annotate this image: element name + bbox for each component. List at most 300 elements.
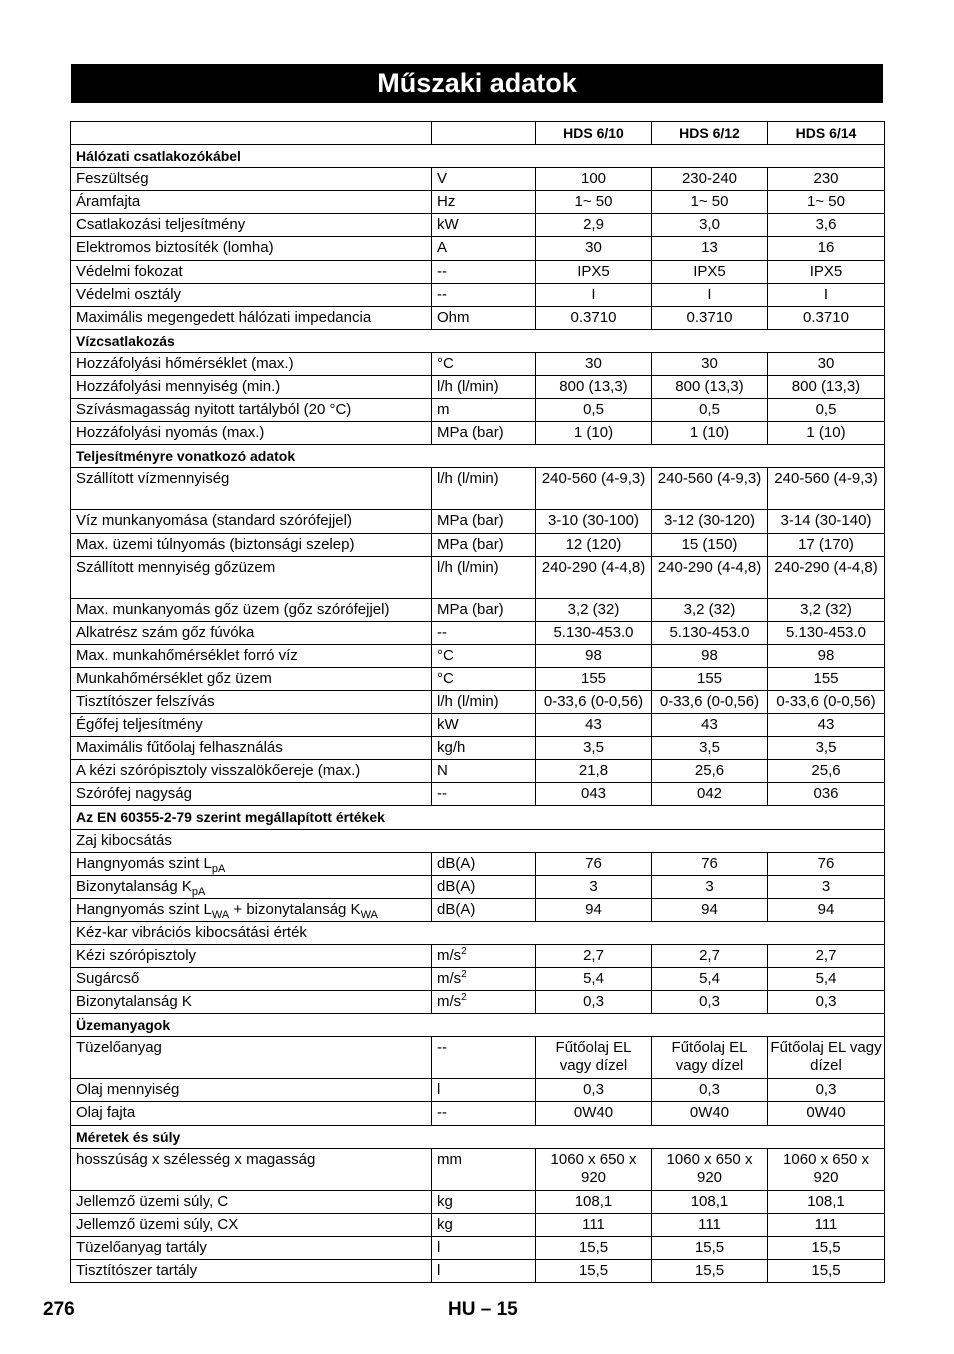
value-cell: 30 bbox=[536, 352, 652, 375]
value-cell: 155 bbox=[768, 667, 885, 690]
value-cell: 3,5 bbox=[768, 737, 885, 760]
row-label-text: Olaj fajta bbox=[76, 1104, 136, 1122]
row-unit-text: kg bbox=[437, 1215, 453, 1233]
value-cell: 3 bbox=[768, 875, 885, 898]
value-cell: 3,2 (32) bbox=[652, 598, 768, 621]
row-unit-text: kg bbox=[437, 1192, 453, 1210]
table-row bbox=[71, 898, 885, 921]
value-cell: I bbox=[768, 283, 885, 306]
value-cell: 1060 x 650 x 920 bbox=[652, 1148, 768, 1190]
section-row bbox=[71, 1014, 885, 1037]
value-cell: 1 (10) bbox=[768, 422, 885, 445]
row-label-text: hosszúság x szélesség x magasság bbox=[76, 1150, 316, 1168]
value-cell: 25,6 bbox=[652, 760, 768, 783]
value-cell: 5,4 bbox=[652, 968, 768, 991]
section-title: Vízcsatlakozás bbox=[71, 329, 885, 352]
table-row bbox=[71, 1213, 885, 1236]
value-cell: 111 bbox=[768, 1213, 885, 1236]
table-row bbox=[71, 306, 885, 329]
row-label-text: Áramfajta bbox=[76, 193, 141, 211]
row-unit-superscript: 2 bbox=[461, 992, 467, 1004]
table-row bbox=[71, 260, 885, 283]
row-unit bbox=[432, 533, 536, 556]
row-label bbox=[71, 1236, 432, 1259]
table-row bbox=[71, 1148, 885, 1190]
row-label bbox=[71, 399, 432, 422]
row-label bbox=[71, 260, 432, 283]
row-unit bbox=[432, 1213, 536, 1236]
row-unit-text: l/h (l/min) bbox=[437, 558, 499, 576]
row-unit-text: V bbox=[437, 170, 448, 188]
section-row bbox=[71, 145, 885, 168]
row-unit bbox=[432, 737, 536, 760]
value-cell: 15 (150) bbox=[652, 533, 768, 556]
row-label bbox=[71, 168, 432, 191]
row-unit-text: -- bbox=[437, 785, 447, 803]
row-unit-text: l bbox=[437, 1081, 441, 1099]
value-cell: 800 (13,3) bbox=[652, 376, 768, 399]
row-unit-text: kW bbox=[437, 216, 459, 234]
row-unit bbox=[432, 260, 536, 283]
row-label-text: Olaj mennyiség bbox=[76, 1081, 180, 1099]
table-row bbox=[71, 1037, 885, 1079]
page-title: Műszaki adatok bbox=[71, 64, 883, 103]
row-unit-text: dB(A) bbox=[437, 877, 476, 895]
row-unit bbox=[432, 168, 536, 191]
specs-body bbox=[71, 145, 885, 1283]
row-unit-text: m bbox=[437, 401, 450, 419]
value-cell: 3-14 (30-140) bbox=[768, 510, 885, 533]
value-cell: 240-560 (4-9,3) bbox=[536, 468, 652, 510]
row-unit-text: kW bbox=[437, 716, 459, 734]
row-unit-text: l/h (l/min) bbox=[437, 378, 499, 396]
table-row bbox=[71, 852, 885, 875]
row-unit bbox=[432, 214, 536, 237]
row-unit-text: dB(A) bbox=[437, 854, 476, 872]
table-row bbox=[71, 399, 885, 422]
row-label-subscript: pA bbox=[191, 885, 206, 898]
row-label-subscript: WA bbox=[211, 908, 230, 921]
table-row bbox=[71, 214, 885, 237]
row-label-text: Kézi szórópisztoly bbox=[76, 947, 197, 964]
row-unit-text: m/s bbox=[437, 947, 462, 964]
value-cell: 800 (13,3) bbox=[768, 376, 885, 399]
value-cell: 043 bbox=[536, 783, 652, 806]
row-unit bbox=[432, 945, 536, 968]
row-label-text: Max. munkahőmérséklet forró víz bbox=[76, 646, 298, 664]
row-unit-text: -- bbox=[437, 1039, 447, 1057]
value-cell: 0,5 bbox=[768, 399, 885, 422]
value-cell: 3,0 bbox=[652, 214, 768, 237]
row-label bbox=[71, 468, 432, 510]
value-cell: 042 bbox=[652, 783, 768, 806]
value-cell: 98 bbox=[652, 644, 768, 667]
row-label-text: Elektromos biztosíték (lomha) bbox=[76, 239, 274, 257]
value-cell: 0W40 bbox=[536, 1102, 652, 1125]
section-row bbox=[71, 329, 885, 352]
row-label bbox=[71, 621, 432, 644]
value-cell: 76 bbox=[768, 852, 885, 875]
row-label bbox=[71, 1213, 432, 1236]
row-unit-text: -- bbox=[437, 1104, 447, 1122]
section-title: Az EN 60355-2-79 szerint megállapított értékek bbox=[71, 806, 885, 829]
value-cell: 108,1 bbox=[652, 1190, 768, 1213]
row-unit-text: l/h (l/min) bbox=[437, 692, 499, 710]
table-row bbox=[71, 783, 885, 806]
value-cell: 0,3 bbox=[768, 1079, 885, 1102]
row-unit bbox=[432, 1079, 536, 1102]
table-row bbox=[71, 598, 885, 621]
value-cell: 0W40 bbox=[652, 1102, 768, 1125]
value-cell: 5,4 bbox=[768, 968, 885, 991]
subsection-title: Zaj kibocsátás bbox=[71, 829, 885, 852]
row-label-text: Jellemző üzemi súly, C bbox=[76, 1192, 229, 1210]
table-row bbox=[71, 644, 885, 667]
row-label-text: Tisztítószer tartály bbox=[76, 1261, 198, 1279]
table-row bbox=[71, 168, 885, 191]
section-title: Méretek és súly bbox=[71, 1125, 885, 1148]
row-unit bbox=[432, 191, 536, 214]
value-cell: IPX5 bbox=[652, 260, 768, 283]
value-cell: 1 (10) bbox=[536, 422, 652, 445]
row-unit-text: °C bbox=[437, 354, 454, 372]
row-unit bbox=[432, 968, 536, 991]
value-cell: 0-33,6 (0-0,56) bbox=[652, 690, 768, 713]
row-unit bbox=[432, 667, 536, 690]
table-row bbox=[71, 1102, 885, 1125]
value-cell: 15,5 bbox=[768, 1236, 885, 1259]
row-unit bbox=[432, 376, 536, 399]
row-unit bbox=[432, 399, 536, 422]
row-label bbox=[71, 968, 432, 991]
value-cell: 17 (170) bbox=[768, 533, 885, 556]
row-label bbox=[71, 1148, 432, 1190]
value-cell: I bbox=[536, 283, 652, 306]
row-label-text: Tisztítószer felszívás bbox=[76, 692, 215, 710]
row-label bbox=[71, 714, 432, 737]
row-label-text: Tüzelőanyag tartály bbox=[76, 1238, 207, 1256]
value-cell: 108,1 bbox=[768, 1190, 885, 1213]
row-unit bbox=[432, 468, 536, 510]
row-unit bbox=[432, 237, 536, 260]
row-label bbox=[71, 667, 432, 690]
value-cell: 0,5 bbox=[536, 399, 652, 422]
row-label bbox=[71, 352, 432, 375]
value-cell: 155 bbox=[536, 667, 652, 690]
table-row bbox=[71, 191, 885, 214]
table-row bbox=[71, 556, 885, 598]
value-cell: 240-290 (4-4,8) bbox=[768, 556, 885, 598]
table-row bbox=[71, 875, 885, 898]
value-cell: 76 bbox=[536, 852, 652, 875]
subsection-row bbox=[71, 829, 885, 852]
row-unit-text: N bbox=[437, 762, 448, 780]
value-cell: 1060 x 650 x 920 bbox=[768, 1148, 885, 1190]
row-unit-text: MPa (bar) bbox=[437, 535, 504, 553]
row-unit-text: m/s bbox=[437, 970, 462, 988]
row-unit bbox=[432, 644, 536, 667]
value-cell: 25,6 bbox=[768, 760, 885, 783]
row-label bbox=[71, 690, 432, 713]
row-unit bbox=[432, 875, 536, 898]
row-unit bbox=[432, 1148, 536, 1190]
value-cell: 3,5 bbox=[652, 737, 768, 760]
value-cell: 0,3 bbox=[536, 991, 652, 1014]
value-cell: 230 bbox=[768, 168, 885, 191]
value-cell: 94 bbox=[536, 898, 652, 921]
row-label bbox=[71, 898, 432, 921]
section-title: Üzemanyagok bbox=[71, 1014, 885, 1037]
value-cell: 30 bbox=[536, 237, 652, 260]
value-cell: 2,9 bbox=[536, 214, 652, 237]
value-cell: 3,2 (32) bbox=[536, 598, 652, 621]
value-cell: 76 bbox=[652, 852, 768, 875]
row-unit-text: Hz bbox=[437, 193, 456, 211]
value-cell: 240-290 (4-4,8) bbox=[536, 556, 652, 598]
row-unit bbox=[432, 352, 536, 375]
page-code: HU – 15 bbox=[448, 1299, 518, 1320]
value-cell: 94 bbox=[652, 898, 768, 921]
table-row bbox=[71, 760, 885, 783]
row-unit bbox=[432, 690, 536, 713]
row-unit-text: dB(A) bbox=[437, 900, 476, 918]
row-label bbox=[71, 191, 432, 214]
section-title: Hálózati csatlakozókábel bbox=[71, 145, 885, 168]
row-unit bbox=[432, 283, 536, 306]
row-unit bbox=[432, 422, 536, 445]
row-label-text: Bizonytalanság K bbox=[76, 993, 192, 1011]
subsection-row bbox=[71, 921, 885, 944]
value-cell: 43 bbox=[652, 714, 768, 737]
row-label-text: Maximális fűtőolaj felhasználás bbox=[76, 739, 283, 757]
row-unit bbox=[432, 306, 536, 329]
row-label-text: Tüzelőanyag bbox=[76, 1039, 162, 1057]
value-cell: 155 bbox=[652, 667, 768, 690]
value-cell: 0,3 bbox=[652, 991, 768, 1014]
value-cell: 3-12 (30-120) bbox=[652, 510, 768, 533]
value-cell: 111 bbox=[536, 1213, 652, 1236]
row-label bbox=[71, 306, 432, 329]
row-unit-text: °C bbox=[437, 646, 454, 664]
value-cell: 0,3 bbox=[652, 1079, 768, 1102]
row-label-text: Munkahőmérséklet gőz üzem bbox=[76, 669, 272, 687]
value-cell: 100 bbox=[536, 168, 652, 191]
value-cell: 2,7 bbox=[536, 945, 652, 968]
row-label-subscript: WA bbox=[360, 908, 378, 921]
value-cell: 108,1 bbox=[536, 1190, 652, 1213]
row-unit-text: l bbox=[437, 1238, 441, 1256]
value-cell: 3,5 bbox=[536, 737, 652, 760]
value-cell: 800 (13,3) bbox=[536, 376, 652, 399]
row-unit-superscript: 2 bbox=[461, 969, 467, 981]
table-row bbox=[71, 621, 885, 644]
row-label-text: Szívásmagasság nyitott tartályból (20 °C) bbox=[76, 401, 352, 419]
value-cell: 1~ 50 bbox=[536, 191, 652, 214]
value-cell: 0,3 bbox=[768, 991, 885, 1014]
row-label-text: Hangnyomás szint L bbox=[76, 854, 212, 872]
value-cell: 1~ 50 bbox=[768, 191, 885, 214]
table-row bbox=[71, 352, 885, 375]
specs-table bbox=[70, 121, 885, 1283]
value-cell: 0.3710 bbox=[652, 306, 768, 329]
value-cell: 0W40 bbox=[768, 1102, 885, 1125]
row-label bbox=[71, 783, 432, 806]
table-row bbox=[71, 945, 885, 968]
value-cell: 43 bbox=[768, 714, 885, 737]
row-unit-text: MPa (bar) bbox=[437, 424, 504, 442]
value-cell: 30 bbox=[768, 352, 885, 375]
row-label bbox=[71, 283, 432, 306]
row-label-text: Feszültség bbox=[76, 170, 149, 188]
column-header: HDS 6/14 bbox=[768, 122, 885, 145]
row-label bbox=[71, 598, 432, 621]
value-cell: 43 bbox=[536, 714, 652, 737]
value-cell: IPX5 bbox=[536, 260, 652, 283]
value-cell: Fűtőolaj EL vagy dízel bbox=[536, 1037, 652, 1079]
value-cell: 3 bbox=[652, 875, 768, 898]
value-cell: 15,5 bbox=[652, 1236, 768, 1259]
row-label-text: Csatlakozási teljesítmény bbox=[76, 216, 246, 234]
row-label bbox=[71, 644, 432, 667]
value-cell: 0-33,6 (0-0,56) bbox=[768, 690, 885, 713]
section-row bbox=[71, 1125, 885, 1148]
value-cell: 240-560 (4-9,3) bbox=[652, 468, 768, 510]
row-label-text: Szórófej nagyság bbox=[76, 785, 192, 803]
row-unit bbox=[432, 852, 536, 875]
value-cell: Fűtőolaj EL vagy dízel bbox=[652, 1037, 768, 1079]
value-cell: 2,7 bbox=[652, 945, 768, 968]
row-unit-superscript: 2 bbox=[461, 946, 467, 957]
row-unit-text: A bbox=[437, 239, 448, 257]
table-row bbox=[71, 1259, 885, 1282]
value-cell: 240-290 (4-4,8) bbox=[652, 556, 768, 598]
row-label-text: Hozzáfolyási mennyiség (min.) bbox=[76, 378, 281, 396]
row-label-text: Maximális megengedett hálózati impedancia bbox=[76, 308, 372, 326]
row-unit-text: Ohm bbox=[437, 308, 470, 326]
value-cell: 30 bbox=[652, 352, 768, 375]
header-empty-unit bbox=[432, 122, 536, 145]
value-cell: 98 bbox=[768, 644, 885, 667]
table-row bbox=[71, 1190, 885, 1213]
row-label-text: A kézi szórópisztoly visszalökőereje (max.) bbox=[76, 762, 361, 780]
section-row bbox=[71, 445, 885, 468]
row-label bbox=[71, 556, 432, 598]
row-unit bbox=[432, 991, 536, 1014]
row-unit bbox=[432, 1037, 536, 1079]
row-label-text: Víz munkanyomása (standard szórófejjel) bbox=[76, 512, 352, 530]
row-label bbox=[71, 237, 432, 260]
value-cell: 21,8 bbox=[536, 760, 652, 783]
row-unit-text: °C bbox=[437, 669, 454, 687]
table-row bbox=[71, 468, 885, 510]
row-unit-text: m/s bbox=[437, 993, 462, 1011]
row-unit bbox=[432, 621, 536, 644]
row-label-text: Védelmi osztály bbox=[76, 285, 182, 303]
table-row bbox=[71, 533, 885, 556]
table-row bbox=[71, 422, 885, 445]
row-label-text: Max. üzemi túlnyomás (biztonsági szelep) bbox=[76, 535, 355, 553]
value-cell: 16 bbox=[768, 237, 885, 260]
row-label-text: Alkatrész szám gőz fúvóka bbox=[76, 623, 255, 641]
table-row bbox=[71, 991, 885, 1014]
value-cell: 98 bbox=[536, 644, 652, 667]
row-label bbox=[71, 760, 432, 783]
value-cell: 12 (120) bbox=[536, 533, 652, 556]
row-label-subscript: pA bbox=[211, 862, 226, 875]
value-cell: 94 bbox=[768, 898, 885, 921]
value-cell: 2,7 bbox=[768, 945, 885, 968]
value-cell: 15,5 bbox=[536, 1259, 652, 1282]
row-label bbox=[71, 214, 432, 237]
row-unit-text: -- bbox=[437, 262, 447, 280]
table-header-row bbox=[71, 122, 885, 145]
row-unit-text: mm bbox=[437, 1150, 462, 1168]
row-label bbox=[71, 945, 432, 968]
table-row bbox=[71, 376, 885, 399]
row-label bbox=[71, 1037, 432, 1079]
row-label-text: Hozzáfolyási nyomás (max.) bbox=[76, 424, 265, 442]
row-label-text: Védelmi fokozat bbox=[76, 262, 183, 280]
row-unit-text: -- bbox=[437, 285, 447, 303]
table-row bbox=[71, 283, 885, 306]
row-label bbox=[71, 875, 432, 898]
value-cell: 0-33,6 (0-0,56) bbox=[536, 690, 652, 713]
value-cell: IPX5 bbox=[768, 260, 885, 283]
row-label bbox=[71, 533, 432, 556]
value-cell: 3,2 (32) bbox=[768, 598, 885, 621]
section-row bbox=[71, 806, 885, 829]
row-unit bbox=[432, 898, 536, 921]
row-label bbox=[71, 376, 432, 399]
subsection-title: Kéz-kar vibrációs kibocsátási érték bbox=[71, 921, 885, 944]
row-label-text: Hozzáfolyási hőmérséklet (max.) bbox=[76, 354, 294, 372]
value-cell: 5,4 bbox=[536, 968, 652, 991]
row-unit-text: l/h (l/min) bbox=[437, 470, 499, 488]
column-header: HDS 6/10 bbox=[536, 122, 652, 145]
value-cell: 240-560 (4-9,3) bbox=[768, 468, 885, 510]
table-row bbox=[71, 510, 885, 533]
row-label-text: Jellemző üzemi súly, CX bbox=[76, 1215, 239, 1233]
value-cell: 111 bbox=[652, 1213, 768, 1236]
row-label bbox=[71, 510, 432, 533]
value-cell: 15,5 bbox=[768, 1259, 885, 1282]
row-unit bbox=[432, 1190, 536, 1213]
row-label-text: Szállított vízmennyiség bbox=[76, 470, 230, 488]
header-empty-label bbox=[71, 122, 432, 145]
row-label-text: Égőfej teljesítmény bbox=[76, 716, 203, 734]
value-cell: 5.130-453.0 bbox=[536, 621, 652, 644]
row-label bbox=[71, 422, 432, 445]
value-cell: 3-10 (30-100) bbox=[536, 510, 652, 533]
value-cell: I bbox=[652, 283, 768, 306]
value-cell: 15,5 bbox=[536, 1236, 652, 1259]
value-cell: 036 bbox=[768, 783, 885, 806]
row-label bbox=[71, 991, 432, 1014]
value-cell: 230-240 bbox=[652, 168, 768, 191]
row-label-text: + bizonytalanság K bbox=[229, 900, 361, 918]
row-label bbox=[71, 852, 432, 875]
row-label-text: Max. munkanyomás gőz üzem (gőz szórófejjel) bbox=[76, 600, 390, 618]
row-label bbox=[71, 1079, 432, 1102]
row-label bbox=[71, 1259, 432, 1282]
table-row bbox=[71, 737, 885, 760]
row-label bbox=[71, 1190, 432, 1213]
row-unit bbox=[432, 1102, 536, 1125]
table-row bbox=[71, 237, 885, 260]
row-unit-text: l bbox=[437, 1261, 441, 1279]
section-title: Teljesítményre vonatkozó adatok bbox=[71, 445, 885, 468]
table-row bbox=[71, 1236, 885, 1259]
